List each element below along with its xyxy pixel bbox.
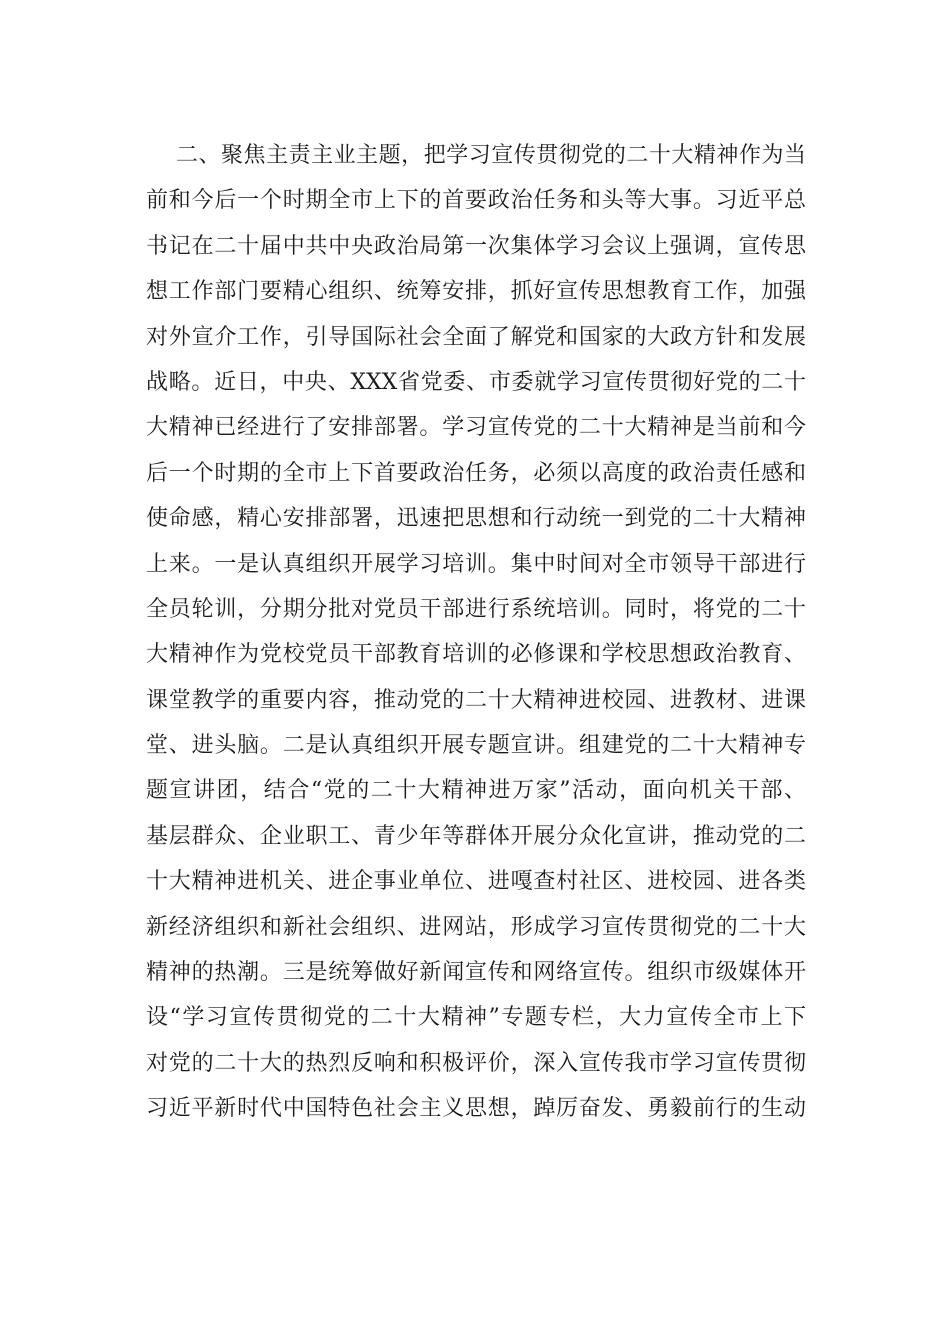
body-paragraph: [146, 133, 806, 1132]
paragraph-line: 大精神作为党校党员干部教育培训的必修课和学校思想政治教育、: [146, 642, 806, 668]
paragraph-line: 二、聚焦主责主业主题，把学习宣传贯彻党的二十大精神作为当: [176, 143, 806, 168]
paragraph-line: 战略。近日，中央、XXX省党委、市委就学习宣传贯彻好党的二十: [146, 369, 806, 395]
paragraph-line: 基层群众、企业职工、青少年等群体开展分众化宣讲，推动党的二: [146, 823, 806, 849]
paragraph-line: 十大精神进机关、进企事业单位、进嘎查村社区、进校园、进各类: [146, 869, 806, 895]
paragraph-line: 大精神已经进行了安排部署。学习宣传党的二十大精神是当前和今: [146, 415, 806, 441]
paragraph-line: 使命感，精心安排部署，迅速把思想和行动统一到党的二十大精神: [146, 506, 806, 532]
paragraph-line: 精神的热潮。三是统筹做好新闻宣传和网络宣传。组织市级媒体开: [146, 960, 806, 986]
paragraph-line: 课堂教学的重要内容，推动党的二十大精神进校园、进教材、进课: [146, 687, 806, 713]
paragraph-line: 对外宣介工作，引导国际社会全面了解党和国家的大政方针和发展: [146, 324, 806, 350]
paragraph-line: 后一个时期的全市上下首要政治任务，必须以高度的政治责任感和: [146, 460, 806, 486]
paragraph-line: 习近平新时代中国特色社会主义思想，踔厉奋发、勇毅前行的生动: [146, 1096, 806, 1122]
paragraph-line: 新经济组织和新社会组织、进网站，形成学习宣传贯彻党的二十大: [146, 914, 806, 940]
paragraph-line: 堂、进头脑。二是认真组织开展专题宣讲。组建党的二十大精神专: [146, 733, 806, 759]
paragraph-line: 题宣讲团，结合“党的二十大精神进万家”活动，面向机关干部、: [146, 778, 806, 804]
paragraph-line: 对党的二十大的热烈反响和积极评价，深入宣传我市学习宣传贯彻: [146, 1050, 806, 1076]
paragraph-line: 想工作部门要精心组织、统筹安排，抓好宣传思想教育工作，加强: [146, 279, 806, 305]
paragraph-line: 设“学习宣传贯彻党的二十大精神”专题专栏，大力宣传全市上下: [146, 1005, 806, 1031]
paragraph-line: 全员轮训，分期分批对党员干部进行系统培训。同时，将党的二十: [146, 596, 806, 622]
paragraph-line: 上来。一是认真组织开展学习培训。集中时间对全市领导干部进行: [146, 551, 806, 577]
paragraph-line: 书记在二十届中共中央政治局第一次集体学习会议上强调，宣传思: [146, 233, 806, 259]
paragraph-line: 前和今后一个时期全市上下的首要政治任务和头等大事。习近平总: [146, 188, 806, 214]
